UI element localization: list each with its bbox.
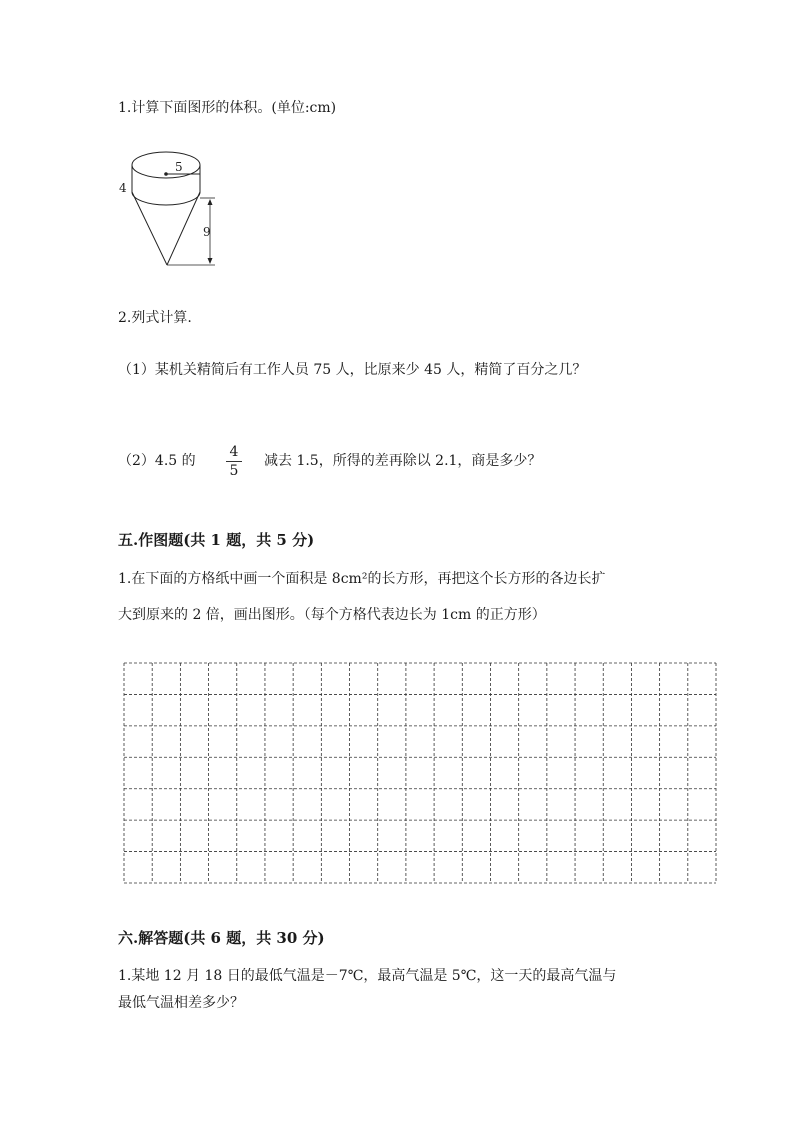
dim-arrow-up: [208, 199, 213, 205]
fraction-denominator: 5: [229, 463, 239, 479]
fraction-four-fifths: [224, 444, 244, 479]
cylinder-height-label: 4: [119, 181, 127, 195]
question-2-title: 2.列式计算.: [118, 310, 192, 326]
section-6-q1-line2: 最低气温相差多少？: [118, 995, 244, 1011]
section-5-q1-line1: 1.在下面的方格纸中画一个面积是 8cm²的长方形，再把这个长方形的各边长扩: [118, 571, 606, 587]
fraction-bar: [226, 461, 242, 462]
radius-label: 5: [175, 160, 183, 174]
question-2-part-2-prefix: （2）4.5 的: [118, 453, 196, 469]
dim-arrow-down: [208, 258, 213, 264]
fraction-numerator: 4: [229, 444, 239, 460]
section-6-q1-line1: 1.某地 12 月 18 日的最低气温是－7℃，最高气温是 5℃，这一天的最高气温与: [118, 968, 617, 984]
question-2-part-2-suffix: 减去 1.5，所得的差再除以 2.1，商是多少？: [264, 453, 542, 469]
question-2-part-1: （1）某机关精简后有工作人员 75 人，比原来少 45 人，精简了百分之几？: [118, 362, 587, 378]
section-6-heading: 六.解答题(共 6 题，共 30 分): [118, 929, 325, 947]
section-5-q1-line2: 大到原来的 2 倍，画出图形。（每个方格代表边长为 1cm 的正方形）: [118, 607, 546, 623]
square-grid-paper[interactable]: [123, 662, 717, 884]
question-1-text: 1.计算下面图形的体积。(单位:cm): [118, 100, 337, 116]
cylinder-cone-figure: [115, 148, 225, 270]
cylinder-bottom-arc: [132, 192, 200, 205]
section-5-heading: 五.作图题(共 1 题，共 5 分): [118, 531, 315, 549]
cone-height-label: 9: [203, 225, 211, 239]
